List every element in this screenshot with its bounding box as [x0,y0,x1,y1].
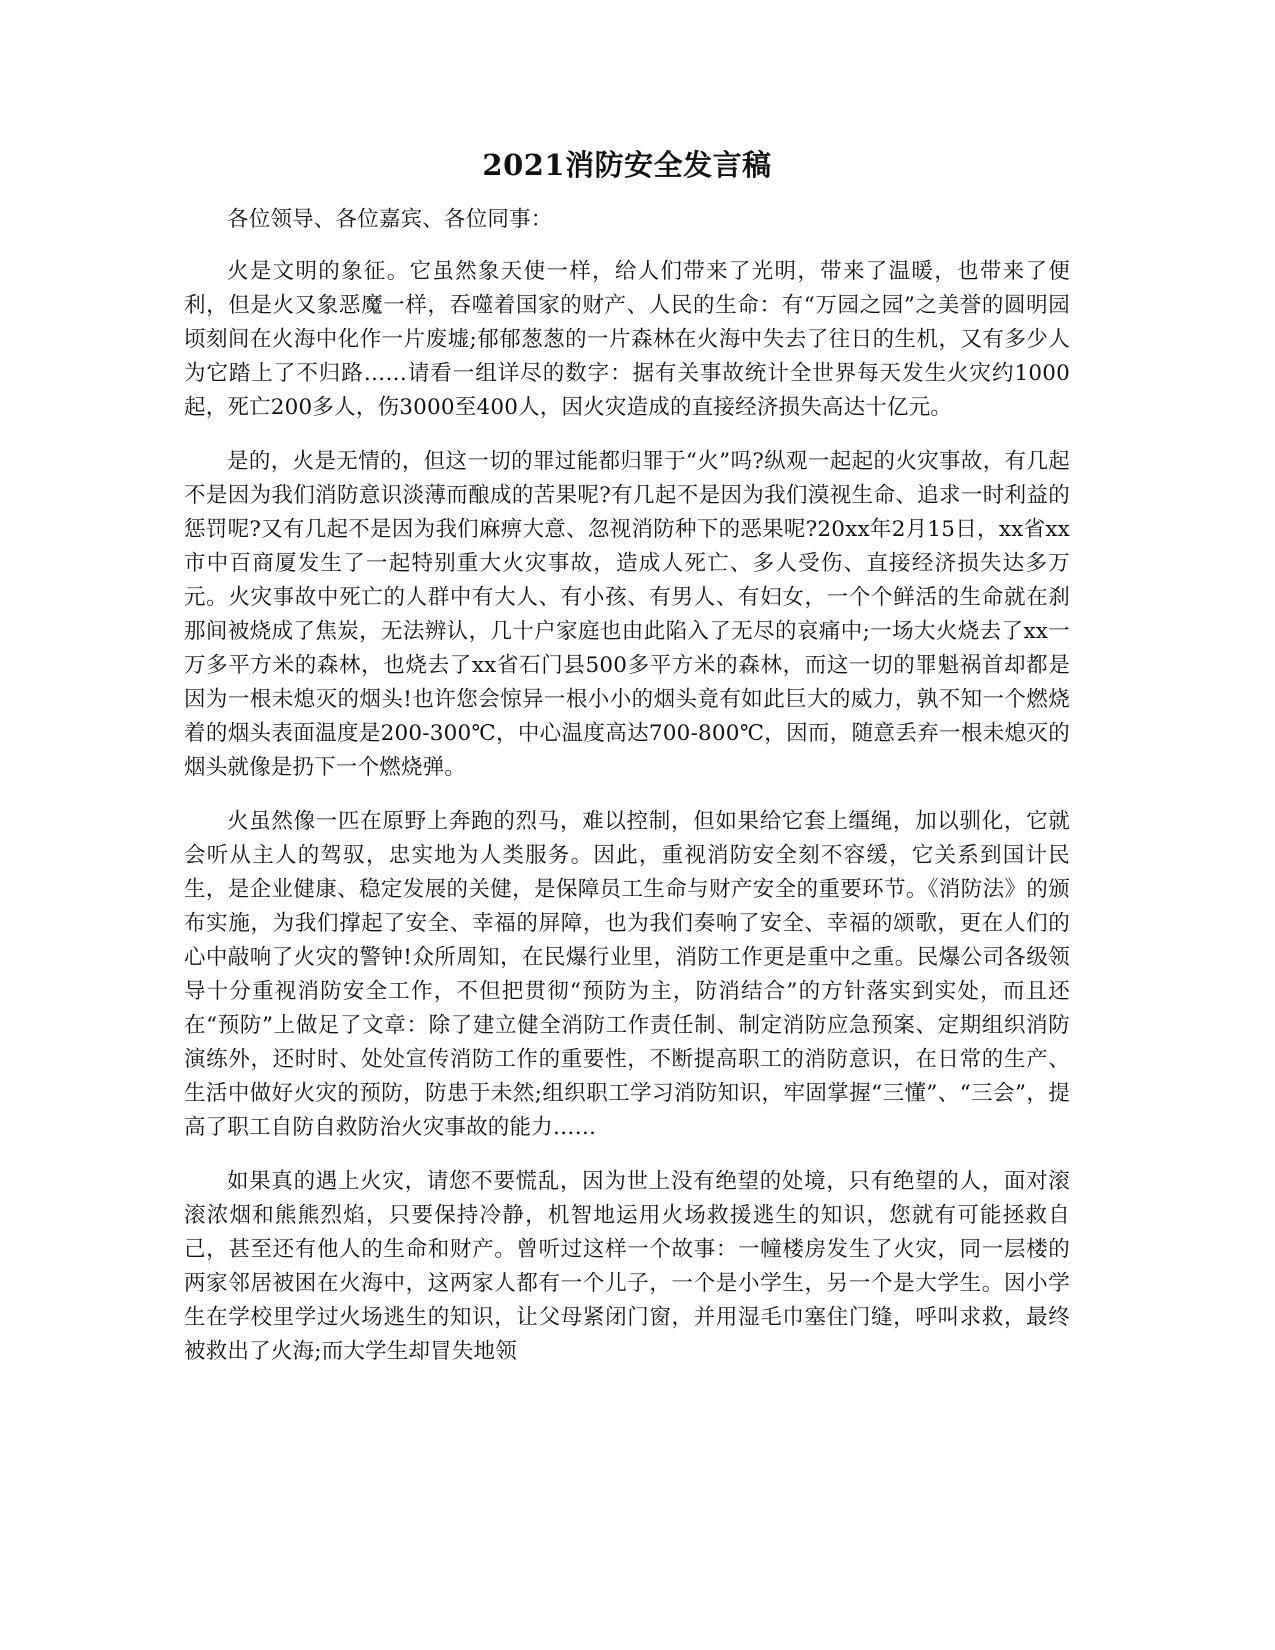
paragraph-fire-accidents: 是的，火是无情的，但这一切的罪过能都归罪于“火”吗?纵观一起起的火灾事故，有几起不是因为我们消防意识淡薄而酿成的苦果呢?有几起不是因为我们漠视生命、追求一时利益的惩罚呢?又有几起不是因为我们麻痹大意、忽视消防种下的恶果呢?20xx年2月15日，xx省xx市中百商厦发生了一起特别重大火灾事故，造成人死亡、多人受伤、直接经济损失达多万元。火灾事故中死亡的人群中有大人、有小孩、有男人、有妇女，一个个鲜活的生命就在刹那间被烧成了焦炭，无法辨认，几十户家庭也由此陷入了无尽的哀痛中;一场大火烧去了xx一万多平方米的森林，也烧去了xx省石门县500多平方米的森林，而这一切的罪魁祸首却都是因为一根未熄灭的烟头!也许您会惊异一根小小的烟头竟有如此巨大的威力，孰不知一个燃烧着的烟头表面温度是200-300℃，中心温度高达700-800℃，因而，随意丢弃一根未熄灭的烟头就像是扔下一个燃烧弹。 [184,449,1070,780]
paragraph-fire-escape: 如果真的遇上火灾，请您不要慌乱，因为世上没有绝望的处境，只有绝望的人，面对滚滚浓烟和熊熊烈焰，只要保持冷静，机智地运用火场救援逃生的知识，您就有可能拯救自己，甚至还有他人的生命和财产。曾听过这样一个故事：一幢楼房发生了火灾，同一层楼的两家邻居被困在火海中，这两家人都有一个儿子，一个是小学生，另一个是大学生。因小学生在学校里学过火场逃生的知识，让父母紧闭门窗，并用湿毛巾塞住门缝，呼叫求救，最终被救出了火海;而大学生却冒失地领 [184,1169,1070,1364]
paragraph-fire-safety-work: 火虽然像一匹在原野上奔跑的烈马，难以控制，但如果给它套上缰绳，加以驯化，它就会听从主人的驾驭，忠实地为人类服务。因此，重视消防安全刻不容缓，它关系到国计民生，是企业健康、稳定发展的关健，是保障员工生命与财产安全的重要环节。《消防法》的颁布实施，为我们撑起了安全、幸福的屏障，也为我们奏响了安全、幸福的颂歌，更在人们的心中敲响了火灾的警钟!众所周知，在民爆行业里，消防工作更是重中之重。民爆公司各级领导十分重视消防安全工作，不但把贯彻“预防为主，防消结合”的方针落实到实处，而且还在“预防”上做足了文章：除了建立健全消防工作责任制、制定消防应急预案、定期组织消防演练外，还时时、处处宣传消防工作的重要性，不断提高职工的消防意识，在日常的生产、生活中做好火灾的预防，防患于未然;组织职工学习消防知识，牢固掌握“三懂”、“三会”，提高了职工自防自救防治火灾事故的能力…… [184,809,1070,1140]
paragraph-fire-civilization: 火是文明的象征。它虽然象天使一样，给人们带来了光明，带来了温暖，也带来了便利，但是火又象恶魔一样，吞噬着国家的财产、人民的生命：有“万园之园”之美誉的圆明园顷刻间在火海中化作一片废墟;郁郁葱葱的一片森林在火海中失去了往日的生机，又有多少人为它踏上了不归路……请看一组详尽的数字：据有关事故统计全世界每天发生火灾约1000起，死亡200多人，伤3000至400人，因火灾造成的直接经济损失高达十亿元。 [184,259,1070,420]
document-body [184,143,1070,1389]
document-title: 2021消防安全发言稿 [482,148,772,182]
paragraph-greeting: 各位领导、各位嘉宾、各位同事： [227,207,553,232]
